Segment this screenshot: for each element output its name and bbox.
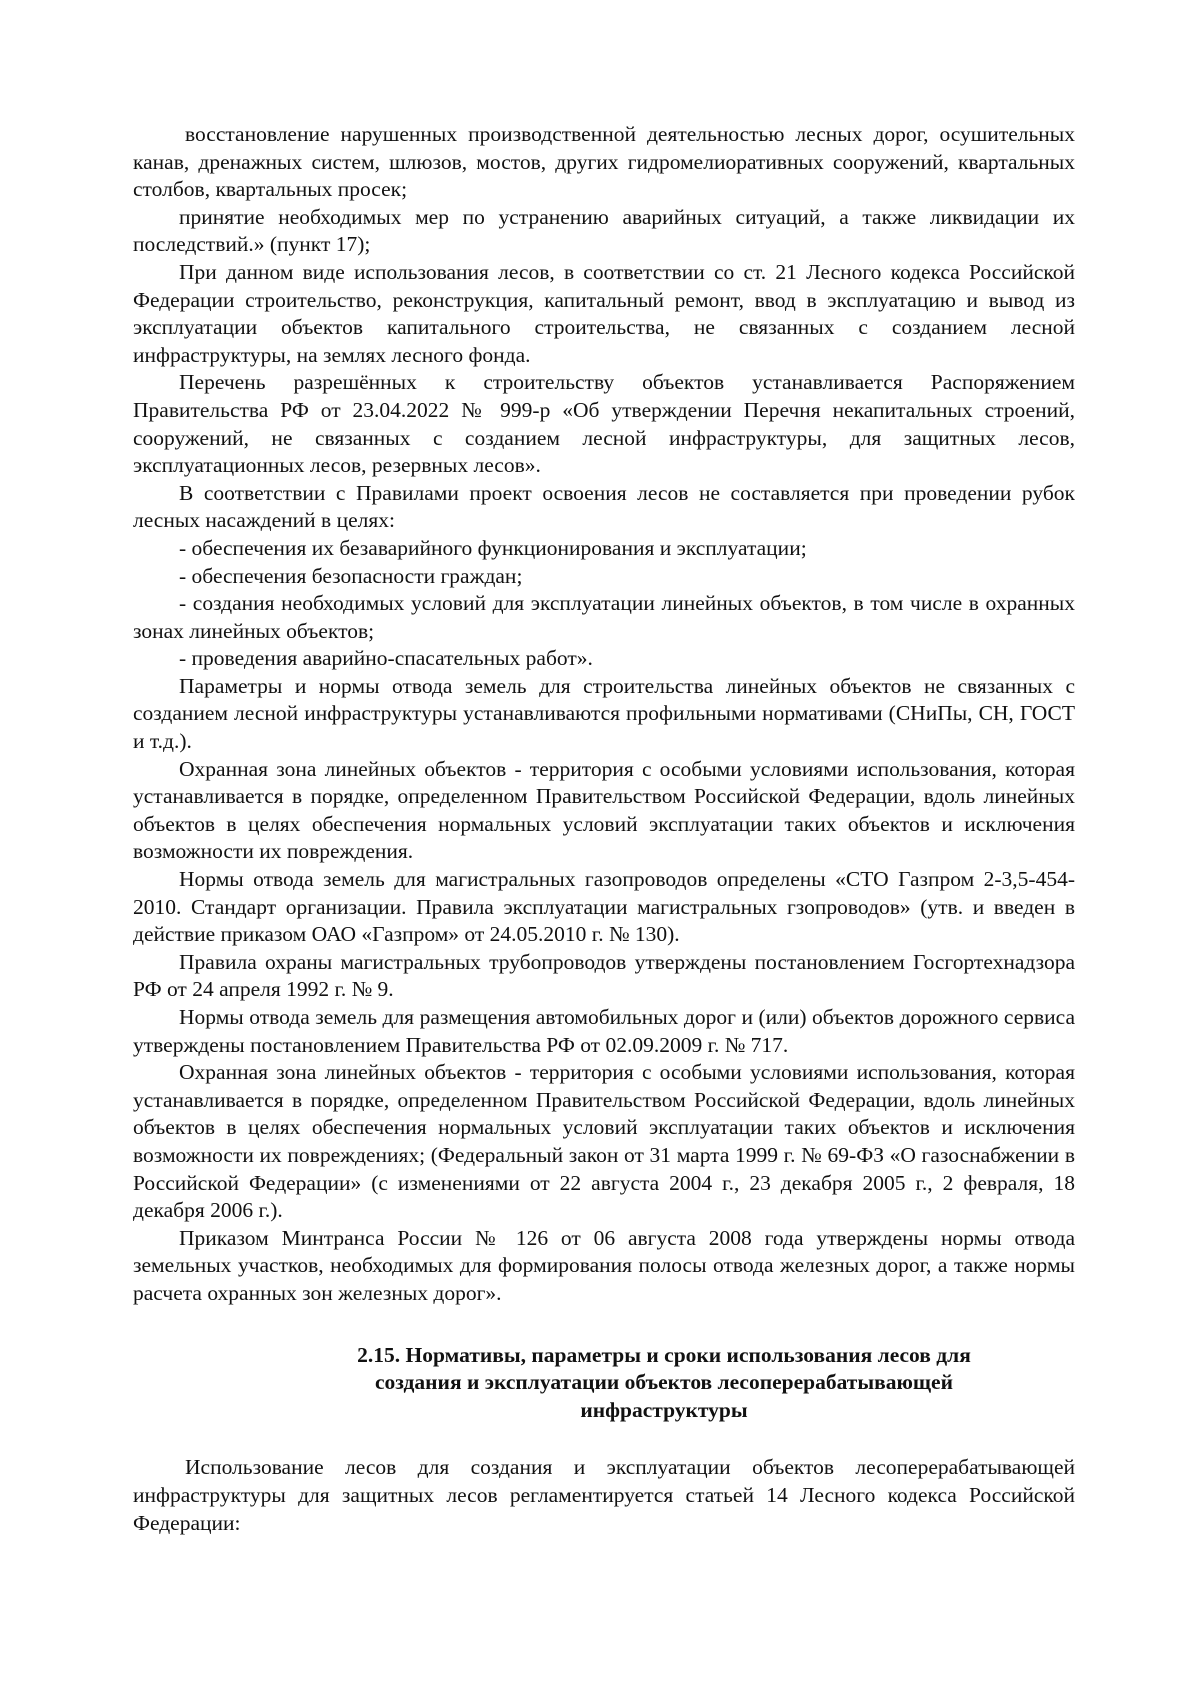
paragraph-gas-pipeline-norms: Нормы отвода земель для магистральных газопроводов определены «СТО Газпром 2-3,5-454-2010. Стандарт организации. Правила эксплуатации магистральных гзопроводов» (утв. и введен в действие приказом ОАО «Газпром» от 24.05.2010 г. № 130). [133,867,1075,947]
section-heading [133,1342,1075,1425]
paragraph-pipeline-protection-rules: Правила охраны магистральных трубопроводов утверждены постановлением Госгортехнадзора РФ от 24 апреля 1992 г. № 9. [133,949,1075,1002]
paragraph-protection-zone-gas-law: Охранная зона линейных объектов - территория с особыми условиями использования, которая устанавливается в порядке, определенном Правительством Российской Федерации, вдоль линейных объектов в целях обеспечения нормальных условий эксплуатации таких объектов и исключения возможности их повреждениях; (Федеральный закон от 31 марта 1999 г. № 69-ФЗ «О газоснабжении в Российской Федерации» (с изменениями от 22 августа 2004 г., 23 декабря 2005 г., 2 февраля, 18 декабря 2006 г.). [133,1060,1075,1223]
section-heading-line-3: инфраструктуры [580,1397,748,1422]
list-item-rescue-works: - проведения аварийно-спасательных работ». [179,646,593,671]
list-item-safety: - обеспечения безопасности граждан; [179,563,523,588]
paragraph-restoration: восстановление нарушенных производственной деятельностью лесных дорог, осушительных канав, дренажных систем, шлюзов, мостов, других гидромелиоративных сооружений, квартальных столбов, квартальных просек; [133,122,1075,202]
paragraph-permitted-objects-list: Перечень разрешённых к строительству объектов устанавливается Распоряжением Правительства РФ от 23.04.2022 № 999-р «Об утверждении Перечня некапитальных строений, сооружений, не связанных с созданием лесной инфраструктуры, для защитных лесов, эксплуатационных лесов, резервных лесов». [133,370,1075,478]
section-heading-line-2: создания и эксплуатации объектов лесоперерабатывающей [375,1370,953,1395]
paragraph-rules-intro: В соответствии с Правилами проект освоения лесов не составляется при проведении рубок лесных насаждений в целях: [133,480,1075,533]
paragraph-allotment-norms: Параметры и нормы отвода земель для строительства линейных объектов не связанных с созданием лесной инфраструктуры устанавливаются профильными нормативами (СНиПы, СН, ГОСТ и т.д.). [133,673,1075,754]
paragraph-emergency-measures: принятие необходимых мер по устранению аварийных ситуаций, а также ликвидации их последствий.» (пункт 17); [133,204,1075,257]
paragraph-railway-norms: Приказом Минтранса России № 126 от 06 августа 2008 года утверждены нормы отвода земельных участков, необходимых для формирования полосы отвода железных дорог, а также нормы расчета охранных зон железных дорог». [133,1225,1075,1305]
paragraph-forest-use-article-21: При данном виде использования лесов, в соответствии со ст. 21 Лесного кодекса Российской Федерации строительство, реконструкция, капитальный ремонт, ввод в эксплуатацию и вывод из эксплуатации объектов капитального строительства, не связанных с созданием лесной инфраструктуры, на землях лесного фонда. [133,259,1075,367]
paragraph-processing-infrastructure: Использование лесов для создания и эксплуатации объектов лесоперерабатывающей инфраструктуры для защитных лесов регламентируется статьей 14 Лесного кодекса Российской Федерации: [133,1455,1075,1535]
paragraph-protection-zone: Охранная зона линейных объектов - территория с особыми условиями использования, которая устанавливается в порядке, определенном Правительством Российской Федерации, вдоль линейных объектов в целях обеспечения нормальных условий эксплуатации таких объектов и исключения возможности их повреждения. [133,756,1075,864]
paragraph-road-allotment-norms: Нормы отвода земель для размещения автомобильных дорог и (или) объектов дорожного сервиса утверждены постановлением Правительства РФ от 02.09.2009 г. № 717. [133,1005,1075,1057]
document-page [133,121,1075,1537]
list-item-linear-objects: - создания необходимых условий для эксплуатации линейных объектов, в том числе в охранных зонах линейных объектов; [133,591,1075,643]
section-heading-line-1: 2.15. Нормативы, параметры и сроки использования лесов для [357,1342,971,1367]
list-item-operation: - обеспечения их безаварийного функционирования и эксплуатации; [179,535,807,560]
